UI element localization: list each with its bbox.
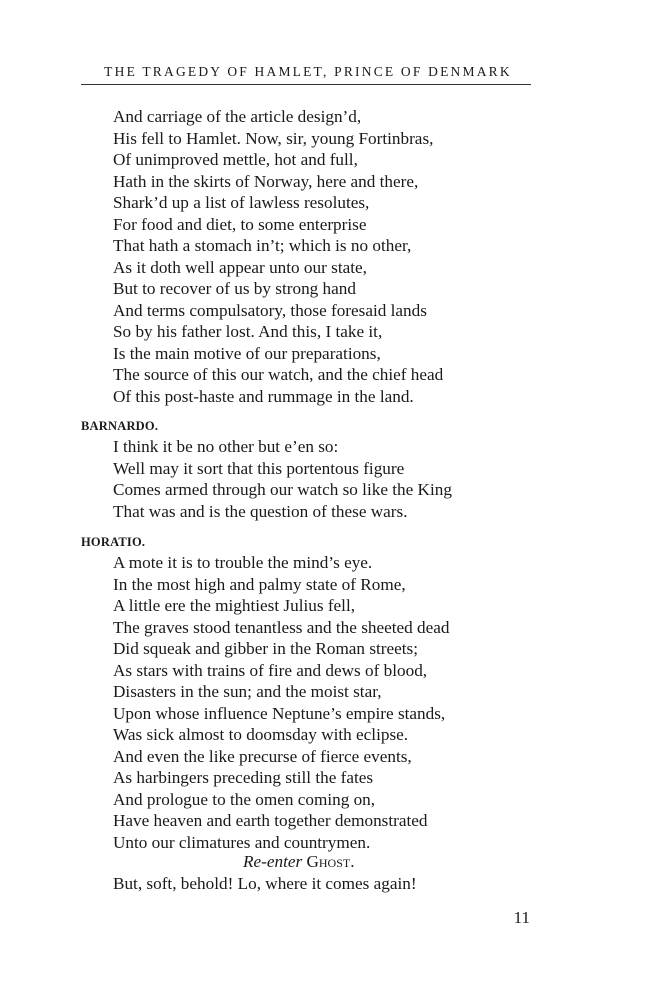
verse-line: Is the main motive of our preparations, bbox=[113, 343, 381, 363]
verse-line: And terms compulsatory, those foresaid lands bbox=[113, 300, 427, 320]
verse-line: Have heaven and earth together demonstrated bbox=[113, 811, 428, 830]
verse-line: Did squeak and gibber in the Roman streets; bbox=[113, 639, 419, 658]
verse-line: As stars with trains of fire and dews of blood, bbox=[113, 660, 428, 680]
final-verse bbox=[113, 873, 417, 895]
verse-line: Comes armed through our watch so like the King bbox=[113, 480, 452, 499]
speaker-horatio: HORATIO. bbox=[81, 535, 146, 549]
verse-line: And carriage of the article design’d, bbox=[113, 107, 362, 126]
verse-line: Well may it sort that this portentous figure bbox=[113, 458, 405, 478]
continuation-verse bbox=[113, 106, 443, 407]
verse-line: Disasters in the sun; and the moist star, bbox=[113, 682, 382, 701]
verse-line: As it doth well appear unto our state, bbox=[113, 257, 367, 277]
verse-line: For food and diet, to some enterprise bbox=[113, 214, 367, 234]
verse-line: So by his father lost. And this, I take it, bbox=[113, 322, 383, 341]
verse-line: That was and is the question of these wars. bbox=[113, 501, 408, 521]
page-number: 11 bbox=[513, 908, 530, 927]
verse-line: His fell to Hamlet. Now, sir, young Fortinbras, bbox=[113, 128, 434, 148]
verse-line: But to recover of us by strong hand bbox=[113, 279, 356, 298]
verse-line: Hath in the skirts of Norway, here and there, bbox=[113, 171, 419, 191]
verse-line: A little ere the mightiest Julius fell, bbox=[113, 596, 356, 615]
barnardo-verse bbox=[113, 436, 452, 522]
verse-line: The graves stood tenantless and the sheeted dead bbox=[113, 617, 450, 637]
speaker-barnardo: BARNARDO. bbox=[81, 419, 159, 433]
verse-line: But, soft, behold! Lo, where it comes again! bbox=[113, 874, 417, 893]
horatio-verse bbox=[113, 552, 449, 853]
stage-direction-verb: Re-enter bbox=[243, 852, 303, 871]
header-rule bbox=[81, 84, 531, 85]
verse-line: Shark’d up a list of lawless resolutes, bbox=[113, 193, 370, 212]
verse-line: Upon whose influence Neptune’s empire stands, bbox=[113, 703, 446, 723]
verse-line: The source of this our watch, and the chief head bbox=[113, 365, 444, 384]
verse-line: Was sick almost to doomsday with eclipse. bbox=[113, 725, 409, 744]
verse-line: And prologue to the omen coming on, bbox=[113, 789, 376, 809]
running-head: THE TRAGEDY OF HAMLET, PRINCE OF DENMARK bbox=[104, 64, 512, 79]
verse-line: And even the like precurse of fierce events, bbox=[113, 746, 412, 766]
verse-line: In the most high and palmy state of Rome, bbox=[113, 574, 406, 594]
stage-direction-character: Ghost. bbox=[306, 852, 355, 871]
verse-line: Of unimproved mettle, hot and full, bbox=[113, 150, 358, 169]
verse-line: Unto our climatures and countrymen. bbox=[113, 832, 371, 852]
verse-line: A mote it is to trouble the mind’s eye. bbox=[113, 553, 373, 572]
stage-direction bbox=[243, 851, 355, 873]
verse-line: I think it be no other but e’en so: bbox=[113, 437, 339, 456]
verse-line: That hath a stomach in’t; which is no other, bbox=[113, 236, 412, 255]
verse-line: As harbingers preceding still the fates bbox=[113, 768, 374, 787]
verse-line: Of this post-haste and rummage in the land. bbox=[113, 386, 414, 406]
